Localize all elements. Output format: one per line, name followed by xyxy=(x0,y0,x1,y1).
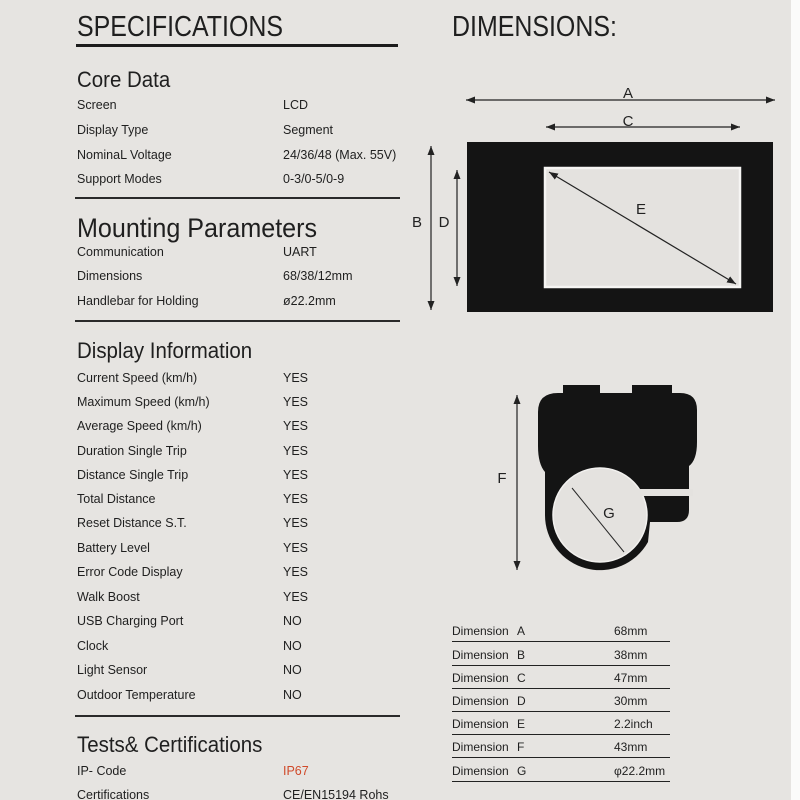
dimension-row-label: Dimension xyxy=(452,648,509,662)
spec-label: Dimensions xyxy=(77,269,143,283)
spec-value: CE/EN15194 Rohs xyxy=(283,788,389,800)
page-edge xyxy=(791,0,800,800)
spec-value: YES xyxy=(283,516,309,530)
dimension-row-key: D xyxy=(517,694,526,708)
spec-label: Display Type xyxy=(77,123,149,137)
spec-row xyxy=(77,147,407,163)
spec-row xyxy=(77,540,407,556)
spec-label: Clock xyxy=(77,639,109,653)
spec-row xyxy=(77,97,407,113)
spec-row xyxy=(77,418,407,434)
spec-value: YES xyxy=(283,419,309,433)
spec-row xyxy=(77,171,407,187)
spec-value: YES xyxy=(283,395,309,409)
dimension-f-label: F xyxy=(497,470,507,487)
spec-label: Handlebar for Holding xyxy=(77,294,199,308)
spec-row xyxy=(77,613,407,629)
dimensions-title: DIMENSIONS: xyxy=(452,11,617,43)
spec-value: YES xyxy=(283,492,309,506)
specifications-title: SPECIFICATIONS xyxy=(77,11,284,43)
spec-label: Error Code Display xyxy=(77,565,183,579)
spec-row xyxy=(77,467,407,483)
specifications-title-rule xyxy=(76,44,398,47)
spec-label: Duration Single Trip xyxy=(77,444,187,458)
dimension-row-label: Dimension xyxy=(452,717,509,731)
spec-label: Maximum Speed (km/h) xyxy=(77,395,210,409)
dimension-row-value: 38mm xyxy=(614,648,648,662)
spec-value: 68/38/12mm xyxy=(283,269,353,283)
spec-label: USB Charging Port xyxy=(77,614,184,628)
dimension-row-key: E xyxy=(517,717,526,731)
spec-row xyxy=(77,763,407,779)
dimension-row-label: Dimension xyxy=(452,740,509,754)
spec-row xyxy=(77,122,407,138)
spec-row xyxy=(77,638,407,654)
dimension-e-label: E xyxy=(635,201,647,218)
spec-value: LCD xyxy=(283,98,309,112)
spec-label: Average Speed (km/h) xyxy=(77,419,202,433)
spec-row xyxy=(77,394,407,410)
dimension-row-value: 68mm xyxy=(614,624,648,638)
tests-certifications-title: Tests& Certifications xyxy=(77,732,263,757)
spec-label: Certifications xyxy=(77,788,150,800)
handlebar-bore xyxy=(553,468,647,562)
spec-label: Battery Level xyxy=(77,541,150,555)
display-information-title: Display Information xyxy=(77,338,253,363)
spec-label: Current Speed (km/h) xyxy=(77,371,198,385)
dimension-table-row xyxy=(452,716,670,735)
spec-value: YES xyxy=(283,590,309,604)
spec-value: YES xyxy=(283,371,309,385)
spec-value: Segment xyxy=(283,123,334,137)
section-divider xyxy=(75,715,400,717)
dimension-row-key: C xyxy=(517,671,526,685)
spec-value: YES xyxy=(283,468,309,482)
spec-row xyxy=(77,268,407,284)
dimension-diagram xyxy=(400,60,790,590)
spec-value: NO xyxy=(283,663,302,677)
section-divider xyxy=(75,320,400,322)
spec-row xyxy=(77,787,407,800)
dimension-table-row xyxy=(452,693,670,712)
spec-row xyxy=(77,687,407,703)
spec-row xyxy=(77,564,407,580)
clamp-slit xyxy=(636,489,693,496)
spec-value: ø22.2mm xyxy=(283,294,336,308)
dimension-row-key: A xyxy=(517,624,526,638)
spec-value: YES xyxy=(283,444,309,458)
core-data-title: Core Data xyxy=(77,67,171,92)
spec-label: Distance Single Trip xyxy=(77,468,189,482)
dimension-row-label: Dimension xyxy=(452,624,509,638)
spec-label: Light Sensor xyxy=(77,663,148,677)
dimension-row-value: 43mm xyxy=(614,740,648,754)
dimension-c-label: C xyxy=(622,113,634,130)
dimension-table-row xyxy=(452,763,670,782)
dimension-table-row xyxy=(452,623,670,642)
spec-row xyxy=(77,491,407,507)
dimension-a-label: A xyxy=(622,85,634,102)
spec-value: YES xyxy=(283,541,309,555)
mounting-parameters-title: Mounting Parameters xyxy=(77,213,318,243)
dimension-row-label: Dimension xyxy=(452,671,509,685)
spec-row xyxy=(77,244,407,260)
spec-label: Screen xyxy=(77,98,117,112)
dimension-table-row xyxy=(452,647,670,666)
spec-row xyxy=(77,293,407,309)
spec-value: YES xyxy=(283,565,309,579)
spec-label: Support Modes xyxy=(77,172,162,186)
spec-value: NO xyxy=(283,639,302,653)
spec-label: IP- Code xyxy=(77,764,127,778)
dimension-row-key: G xyxy=(517,764,527,778)
dimension-row-value: 47mm xyxy=(614,671,648,685)
spec-row xyxy=(77,662,407,678)
spec-row xyxy=(77,589,407,605)
spec-label: Reset Distance S.T. xyxy=(77,516,187,530)
spec-row xyxy=(77,515,407,531)
dimension-row-value: 2.2inch xyxy=(614,717,653,731)
spec-value: NO xyxy=(283,614,302,628)
spec-label: Walk Boost xyxy=(77,590,140,604)
spec-value: 0-3/0-5/0-9 xyxy=(283,172,345,186)
spec-row xyxy=(77,370,407,386)
spec-label: NominaL Voltage xyxy=(77,148,172,162)
spec-label: Communication xyxy=(77,245,164,259)
dimension-g-label: G xyxy=(603,505,615,522)
spec-label: Outdoor Temperature xyxy=(77,688,196,702)
dimension-row-value: 30mm xyxy=(614,694,648,708)
dimension-b-label: B xyxy=(411,214,423,231)
spec-row xyxy=(77,443,407,459)
section-divider xyxy=(75,197,400,199)
dimension-row-label: Dimension xyxy=(452,694,509,708)
dimension-row-label: Dimension xyxy=(452,764,509,778)
dimension-table-row xyxy=(452,739,670,758)
dimension-table-row xyxy=(452,670,670,689)
spec-value: UART xyxy=(283,245,317,259)
ip-code-value: IP67 xyxy=(283,764,309,778)
dimension-row-key: F xyxy=(517,740,525,754)
spec-value: 24/36/48 (Max. 55V) xyxy=(283,148,397,162)
dimension-row-value: φ22.2mm xyxy=(614,764,666,778)
dimension-row-key: B xyxy=(517,648,526,662)
spec-value: NO xyxy=(283,688,302,702)
spec-label: Total Distance xyxy=(77,492,156,506)
dimension-d-label: D xyxy=(438,214,450,231)
